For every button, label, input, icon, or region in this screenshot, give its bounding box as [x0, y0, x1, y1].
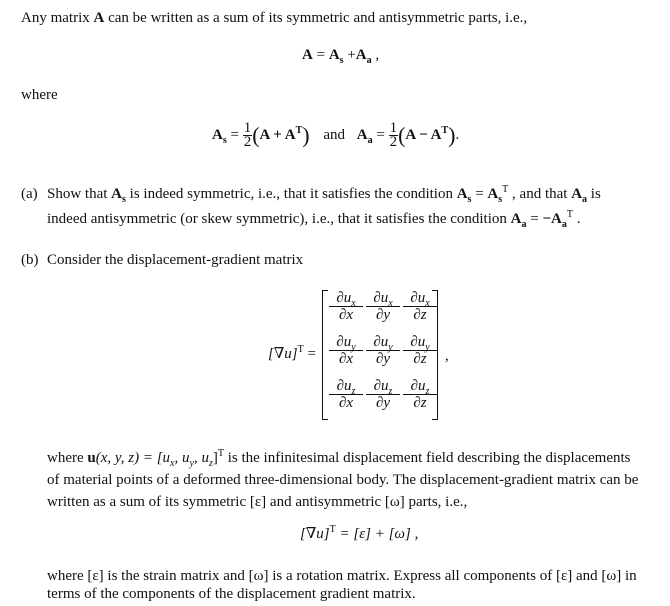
matrix-a-symbol: A: [93, 10, 105, 26]
half-fraction-1: $\frac{1}{2}$: [243, 120, 252, 150]
eq1-comma: ,: [371, 47, 380, 63]
eq1-equals: =: [312, 47, 329, 63]
matrix-cell: $\partial u_y$ ∂x: [329, 334, 363, 367]
gradient-lhs: $[\nabla u]^T$ =: [268, 344, 316, 362]
para1-line-1: where u(x, y, $z) = [u_x$, $u_y$, $u_z]^T$ is the infinitesimal displacement field describing the displacements: [47, 448, 631, 469]
intro-post: can be written as a sum of its symmetric and antisymmetric parts, i.e.,: [104, 10, 528, 26]
eq2-body-anti: A − A: [405, 126, 442, 143]
eq1-plus: +: [343, 47, 356, 63]
eq1-sub-a: a: [366, 55, 372, 66]
half-fraction-2: $\frac{1}{2}$: [389, 120, 398, 150]
matrix-cell: $\partial u_y$ ∂y: [366, 334, 400, 367]
part-a-line-2: indeed antisymmetric (or skew symmetric), i.e., that it satisfies the condition $A_a = -A_a^T$ .: [47, 209, 581, 230]
eq2-transpose-1: T: [295, 124, 303, 136]
eq2-dot: .: [455, 126, 460, 143]
equation-sum: [302, 43, 379, 67]
matrix-cell: $\partial u_x$ ∂z: [403, 290, 437, 323]
equation-decomposition: $[\nabla u]^T = [\varepsilon] + [\omega]$ ,: [300, 524, 419, 542]
matrix-cell: $\partial u_y$ ∂z: [403, 334, 437, 367]
equation-parts: $A_s$ = $\frac{1}{2}$ $(A + A^T)$ and $A_a$ = $\frac{1}{2}$ $(A - A^T)$.: [212, 120, 460, 150]
intro-pre: Any matrix: [21, 10, 94, 26]
para2-line-2: terms of the components of the displacement gradient matrix.: [47, 586, 416, 602]
eq2-as-A: A: [212, 126, 223, 143]
matrix-cell: $\partial u_z$ ∂z: [403, 378, 437, 411]
eq2-equals-2: =: [372, 126, 389, 143]
para1-line-3: written as a sum of its symmetric [ε] and antisymmetric [ω] parts, i.e.,: [47, 494, 468, 510]
eq1-lhs: A: [302, 47, 313, 63]
eq1-term2: A: [355, 47, 367, 63]
eq1-term1: A: [328, 47, 340, 63]
matrix-cell: $\partial u_x$ ∂x: [329, 290, 363, 323]
matrix-comma: ,: [445, 348, 449, 364]
eq2-and: and: [323, 126, 346, 143]
para1-line-2: of material points of a deformed three-dimensional body. The displacement-gradient matrix can be: [47, 472, 639, 488]
eq2-sub-s: s: [222, 134, 227, 146]
where-label: where: [21, 87, 58, 103]
eq2-equals-1: =: [226, 126, 243, 143]
matrix-cell: $\partial u_z$ ∂x: [329, 378, 363, 411]
matrix-cell: $\partial u_x$ ∂y: [366, 290, 400, 323]
left-bracket: [322, 290, 328, 420]
matrix-cell: $\partial u_z$ ∂y: [366, 378, 400, 411]
displacement-gradient-matrix: [322, 290, 438, 420]
part-b-label: (b): [21, 252, 39, 268]
part-a-label: (a): [21, 186, 38, 202]
eq1-sub-s: s: [339, 55, 344, 66]
part-b-text: Consider the displacement-gradient matrix: [47, 252, 304, 268]
intro-text: [21, 6, 527, 30]
para2-line-1: where [ε] is the strain matrix and [ω] is a rotation matrix. Express all components of [ε] and [ω] in: [47, 568, 637, 584]
eq2-transpose-2: T: [441, 124, 449, 136]
eq2-aa-A: A: [356, 126, 368, 143]
eq2-body-sym: A + A: [259, 126, 296, 143]
part-a-line-1: Show that $A_s$ is indeed symmetric, i.e., that it satisfies the condition $A_s = A_s^T$ , and that $A_a$ is: [47, 184, 601, 205]
eq2-sub-a: a: [367, 134, 373, 146]
